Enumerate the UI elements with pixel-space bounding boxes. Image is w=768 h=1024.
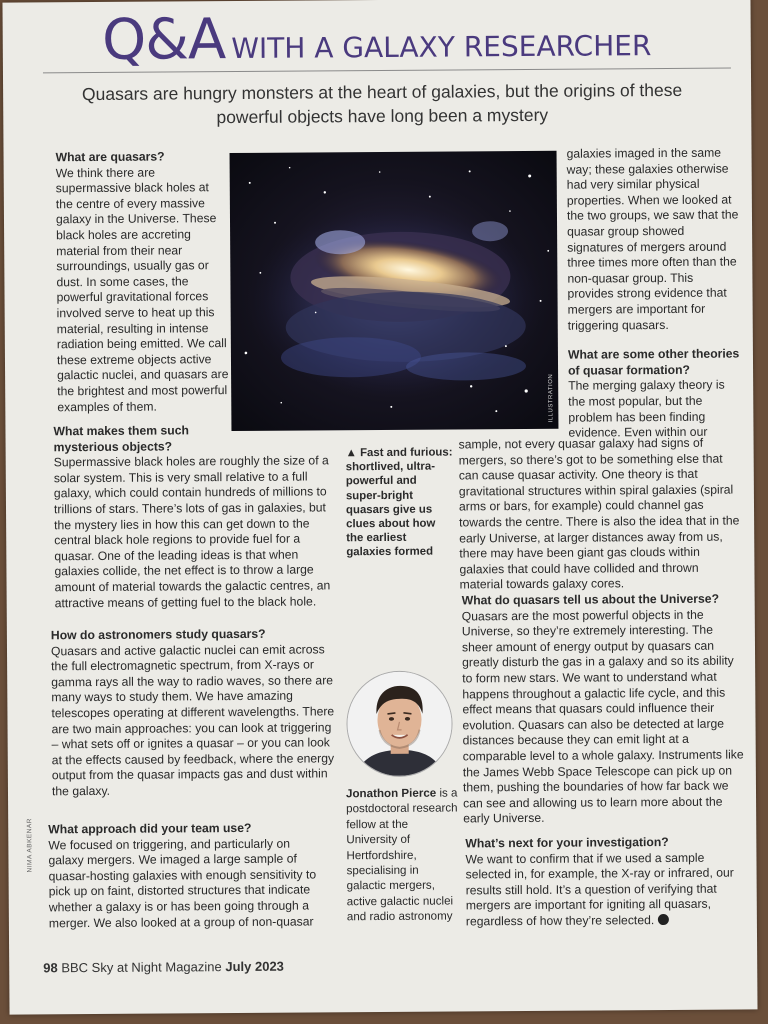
image-credit: ILLUSTRATION: [548, 374, 555, 423]
answer-text: The merging galaxy theory is the most popular, but the problem has been finding evidence. Even within our: [568, 377, 725, 440]
question-heading: What approach did your team use?: [48, 820, 252, 837]
answer-text: We want to confirm that if we used a sample selected in, for example, the X-ray or infrared, our results still hold. It’s a question of verifying that mergers are important for igniting all quasars, regardless of how they’re selected.: [465, 850, 734, 929]
researcher-bio: [346, 785, 459, 924]
question-heading: What are quasars?: [55, 149, 165, 165]
standfirst: Quasars are hungry monsters at the heart of galaxies, but the origins of these powerful objects have long been a mystery: [81, 79, 683, 128]
question-heading: What’s next for your investigation?: [465, 834, 669, 851]
researcher-portrait: [347, 672, 452, 777]
magazine-name: BBC Sky at Night Magazine: [61, 959, 222, 976]
galaxy-illustration: [230, 151, 559, 431]
issue-date: July 2023: [225, 958, 284, 975]
section-universe: [462, 591, 746, 827]
answer-text: We focused on triggering, and particularly on galaxy mergers. We imaged a large sample of quasar-hosting galaxies with enough sensitivity to pick up on faint, distorted structures that indicate whether a galaxy is or has been going through a merger. We also looked at a group of non-quasar: [48, 836, 317, 930]
image-caption: ▲ Fast and furious: shortlived, ultra-powerful and super-bright quasars give us clues about how the earliest galaxies formed: [345, 446, 453, 559]
section-team-approach-continued: [566, 145, 740, 441]
end-mark-icon: [658, 914, 669, 925]
answer-text: sample, not every quasar galaxy had signs of mergers, so there’s got to be something else that can cause quasar activity. One theory is that gravitational structures within spiral galaxies (spiral arms or bars, for example) could channel gas towards the centre. There is also the idea that in the early Universe, at larger distances away from us, there may have been giant gas clouds within galaxies that could have collided and thrown material towards galaxy cores.: [458, 435, 740, 592]
page-footer: [43, 959, 284, 976]
section-mysterious-objects: [53, 422, 336, 611]
question-heading: What are some other theories of quasar formation?: [567, 346, 740, 378]
answer-text: Quasars are the most powerful objects in the Universe, so they’re extremely interesting. The sheer amount of energy output by quasars can greatly disturb the gas in a galaxy and so its ability to form new stars. We want to understand what happens throughout a galactic life cycle, and this effect means that quasars could influence their evolution. Quasars can also be detected at large distances because they can emit light at a comparable level to a whole galaxy. Instruments like the James Webb Space Telescope can pick up on them, pushing the boundaries of how far back we can see and allowing us to learn more about the early Universe.: [461, 607, 744, 826]
photo-credit: NIMA ABKENAR: [26, 818, 34, 873]
researcher-description: is a postdoctoral research fellow at the University of Hertfordshire, specialising in galactic mergers, active galactic nuclei and radio astronomy: [346, 786, 458, 924]
magazine-page: [2, 0, 757, 1015]
question-heading: What makes them such mysterious objects?: [53, 423, 189, 454]
question-heading: What do quasars tell us about the Universe?: [461, 591, 720, 608]
question-heading: How do astronomers study quasars?: [50, 626, 266, 643]
title-subtitle: WITH A GALAXY RESEARCHER: [231, 29, 652, 66]
answer-text: Supermassive black holes are roughly the size of a solar system. This is very small relative to a full galaxy, which could contain hundreds of millions to trillions of stars. There’s lots of gas in galaxies, but the mystery lies in how this can get down to the central black hole regions to provide fuel for a quasar. One of the leading ideas is that when galaxies collide, the net effect is to throw a large amount of material towards the galactic centres, an attractive means of getting fuel to the black hole.: [53, 453, 331, 610]
researcher-name: Jonathon Pierce: [345, 786, 437, 801]
page-number: 98: [43, 960, 58, 976]
section-how-study: [51, 626, 336, 800]
page-title: [3, 3, 751, 73]
section-team-approach: [48, 820, 317, 931]
section-other-theories-continued: [459, 435, 742, 593]
answer-text: galaxies imaged in the same way; these galaxies otherwise had very similar physical properties. When we looked at the two groups, we saw that the quasar group showed signatures of mergers around three times more often than the non-quasar group. This provides strong evidence that mergers are important for triggering quasars.: [566, 145, 739, 333]
answer-text: We think there are supermassive black holes at the centre of every massive galaxy in the Universe. These black holes are accreting material from their near surroundings, usually gas or dust. In some cases, the powerful gravitational forces involved serve to heat up this material, resulting in intense radiation being emitted. We call these extreme objects active galactic nuclei, and quasars are the brightest and most powerful examples of them.: [55, 165, 229, 414]
portrait-illustration: [347, 672, 452, 777]
galaxy-artwork: [230, 151, 559, 431]
title-qa: Q&A: [101, 7, 226, 73]
section-whats-next: [465, 834, 746, 930]
section-what-are-quasars: [56, 149, 230, 415]
answer-text: Quasars and active galactic nuclei can emit across the full electromagnetic spectrum, from X-rays or gamma rays all the way to radio waves, so there are many ways to study them. We have amazing telescopes operating at different wavelengths. There are two main approaches: you can look at triggering – what sets off or ignites a quasar – or you can look at the effects caused by feedback, where the energy output from the quasar impacts gas and dust within the galaxy.: [50, 641, 335, 799]
